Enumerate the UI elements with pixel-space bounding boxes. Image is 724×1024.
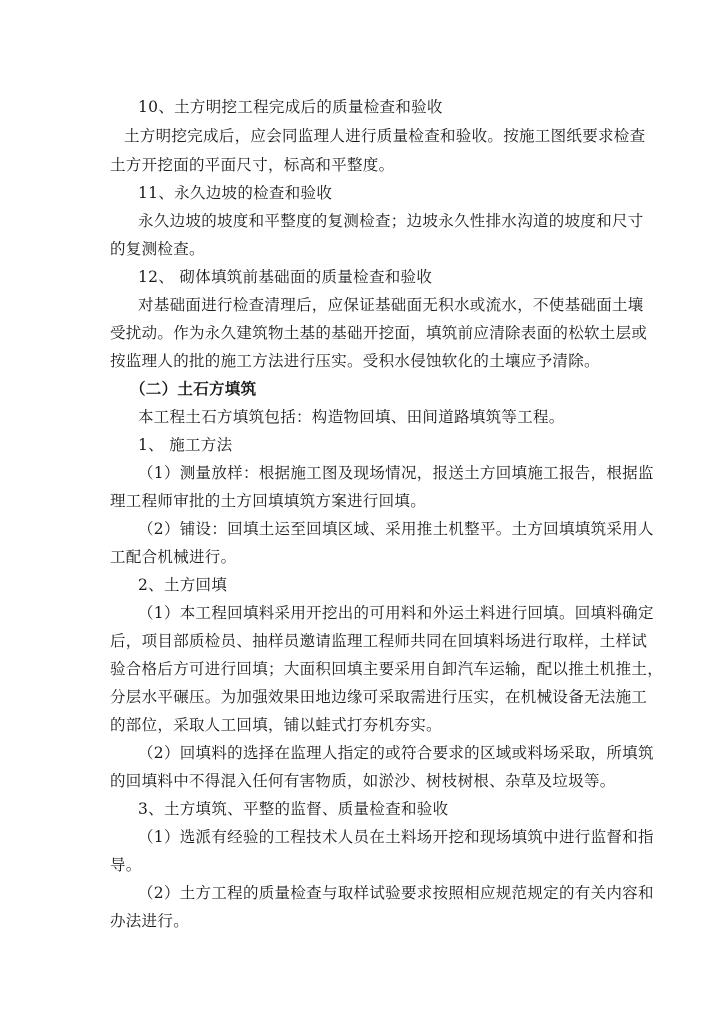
paragraph-line: 后，项目部质检员、抽样员邀请监理工程师共同在回填料场进行取样，土样试: [110, 632, 648, 650]
paragraph-line: 土方开挖面的平面尺寸，标高和平整度。: [110, 156, 395, 174]
paragraph-line: 受扰动。作为永久建筑物土基的基础开挖面，填筑前应清除表面的松软土层或: [110, 324, 648, 342]
paragraph-line: （1）测量放样：根据施工图及现场情况，报送土方回填施工报告，根据监: [138, 464, 654, 482]
heading-12: 12、 砌体填筑前基础面的质量检查和验收: [138, 268, 433, 286]
paragraph-line: 的回填料中不得混入任何有害物质，如淤沙、树枝树根、杂草及垃圾等。: [110, 772, 616, 790]
paragraph-line: 按监理人的批的施工方法进行压实。受积水侵蚀软化的土壤应予清除。: [110, 352, 600, 370]
paragraph-line: （1）本工程回填料采用开挖出的可用料和外运土料进行回填。回填料确定: [138, 604, 654, 622]
subheading-2: 2、土方回填: [138, 576, 228, 594]
paragraph-line: 办法进行。: [110, 912, 190, 930]
paragraph-line: 土方明挖完成后，应会同监理人进行质量检查和验收。按施工图纸要求检查: [124, 127, 646, 145]
subheading-3: 3、土方填筑、平整的监督、质量检查和验收: [138, 800, 449, 818]
paragraph-line: 验合格后方可进行回填；大面积回填主要采用自卸汽车运输，配以推土机推土，: [110, 660, 664, 678]
paragraph-line: 理工程师审批的土方回填填筑方案进行回填。: [110, 492, 427, 510]
section-heading: （二）土石方填筑: [130, 379, 257, 398]
paragraph-line: 对基础面进行检查清理后，应保证基础面无积水或流水，不使基础面土壤: [138, 296, 644, 314]
paragraph-line: 导。: [110, 856, 142, 874]
paragraph-line: （2）土方工程的质量检查与取样试验要求按照相应规范规定的有关内容和: [138, 884, 654, 902]
heading-11: 11、永久边坡的检查和验收: [138, 184, 333, 202]
paragraph-line: （1）选派有经验的工程技术人员在土料场开挖和现场填筑中进行监督和指: [138, 828, 654, 846]
paragraph-line: 本工程土石方填筑包括：构造物回填、田间道路填筑等工程。: [138, 408, 565, 426]
subheading-1: 1、 施工方法: [138, 436, 233, 454]
paragraph-line: 的复测检查。: [110, 240, 205, 258]
paragraph-line: 工配合机械进行。: [110, 548, 237, 566]
paragraph-line: （2）回填料的选择在监理人指定的或符合要求的区域或料场采取，所填筑: [138, 744, 654, 762]
paragraph-line: 的部位，采取人工回填，铺以蛙式打夯机夯实。: [110, 716, 442, 734]
paragraph-line: 分层水平碾压。为加强效果田地边缘可采取需进行压实，在机械设备无法施工: [110, 688, 648, 706]
paragraph-line: 永久边坡的坡度和平整度的复测检查；边坡永久性排水沟道的坡度和尺寸: [138, 212, 644, 230]
paragraph-line: （2）铺设：回填土运至回填区域、采用推土机整平。土方回填填筑采用人: [138, 520, 654, 538]
heading-10: 10、土方明挖工程完成后的质量检查和验收: [138, 98, 443, 116]
